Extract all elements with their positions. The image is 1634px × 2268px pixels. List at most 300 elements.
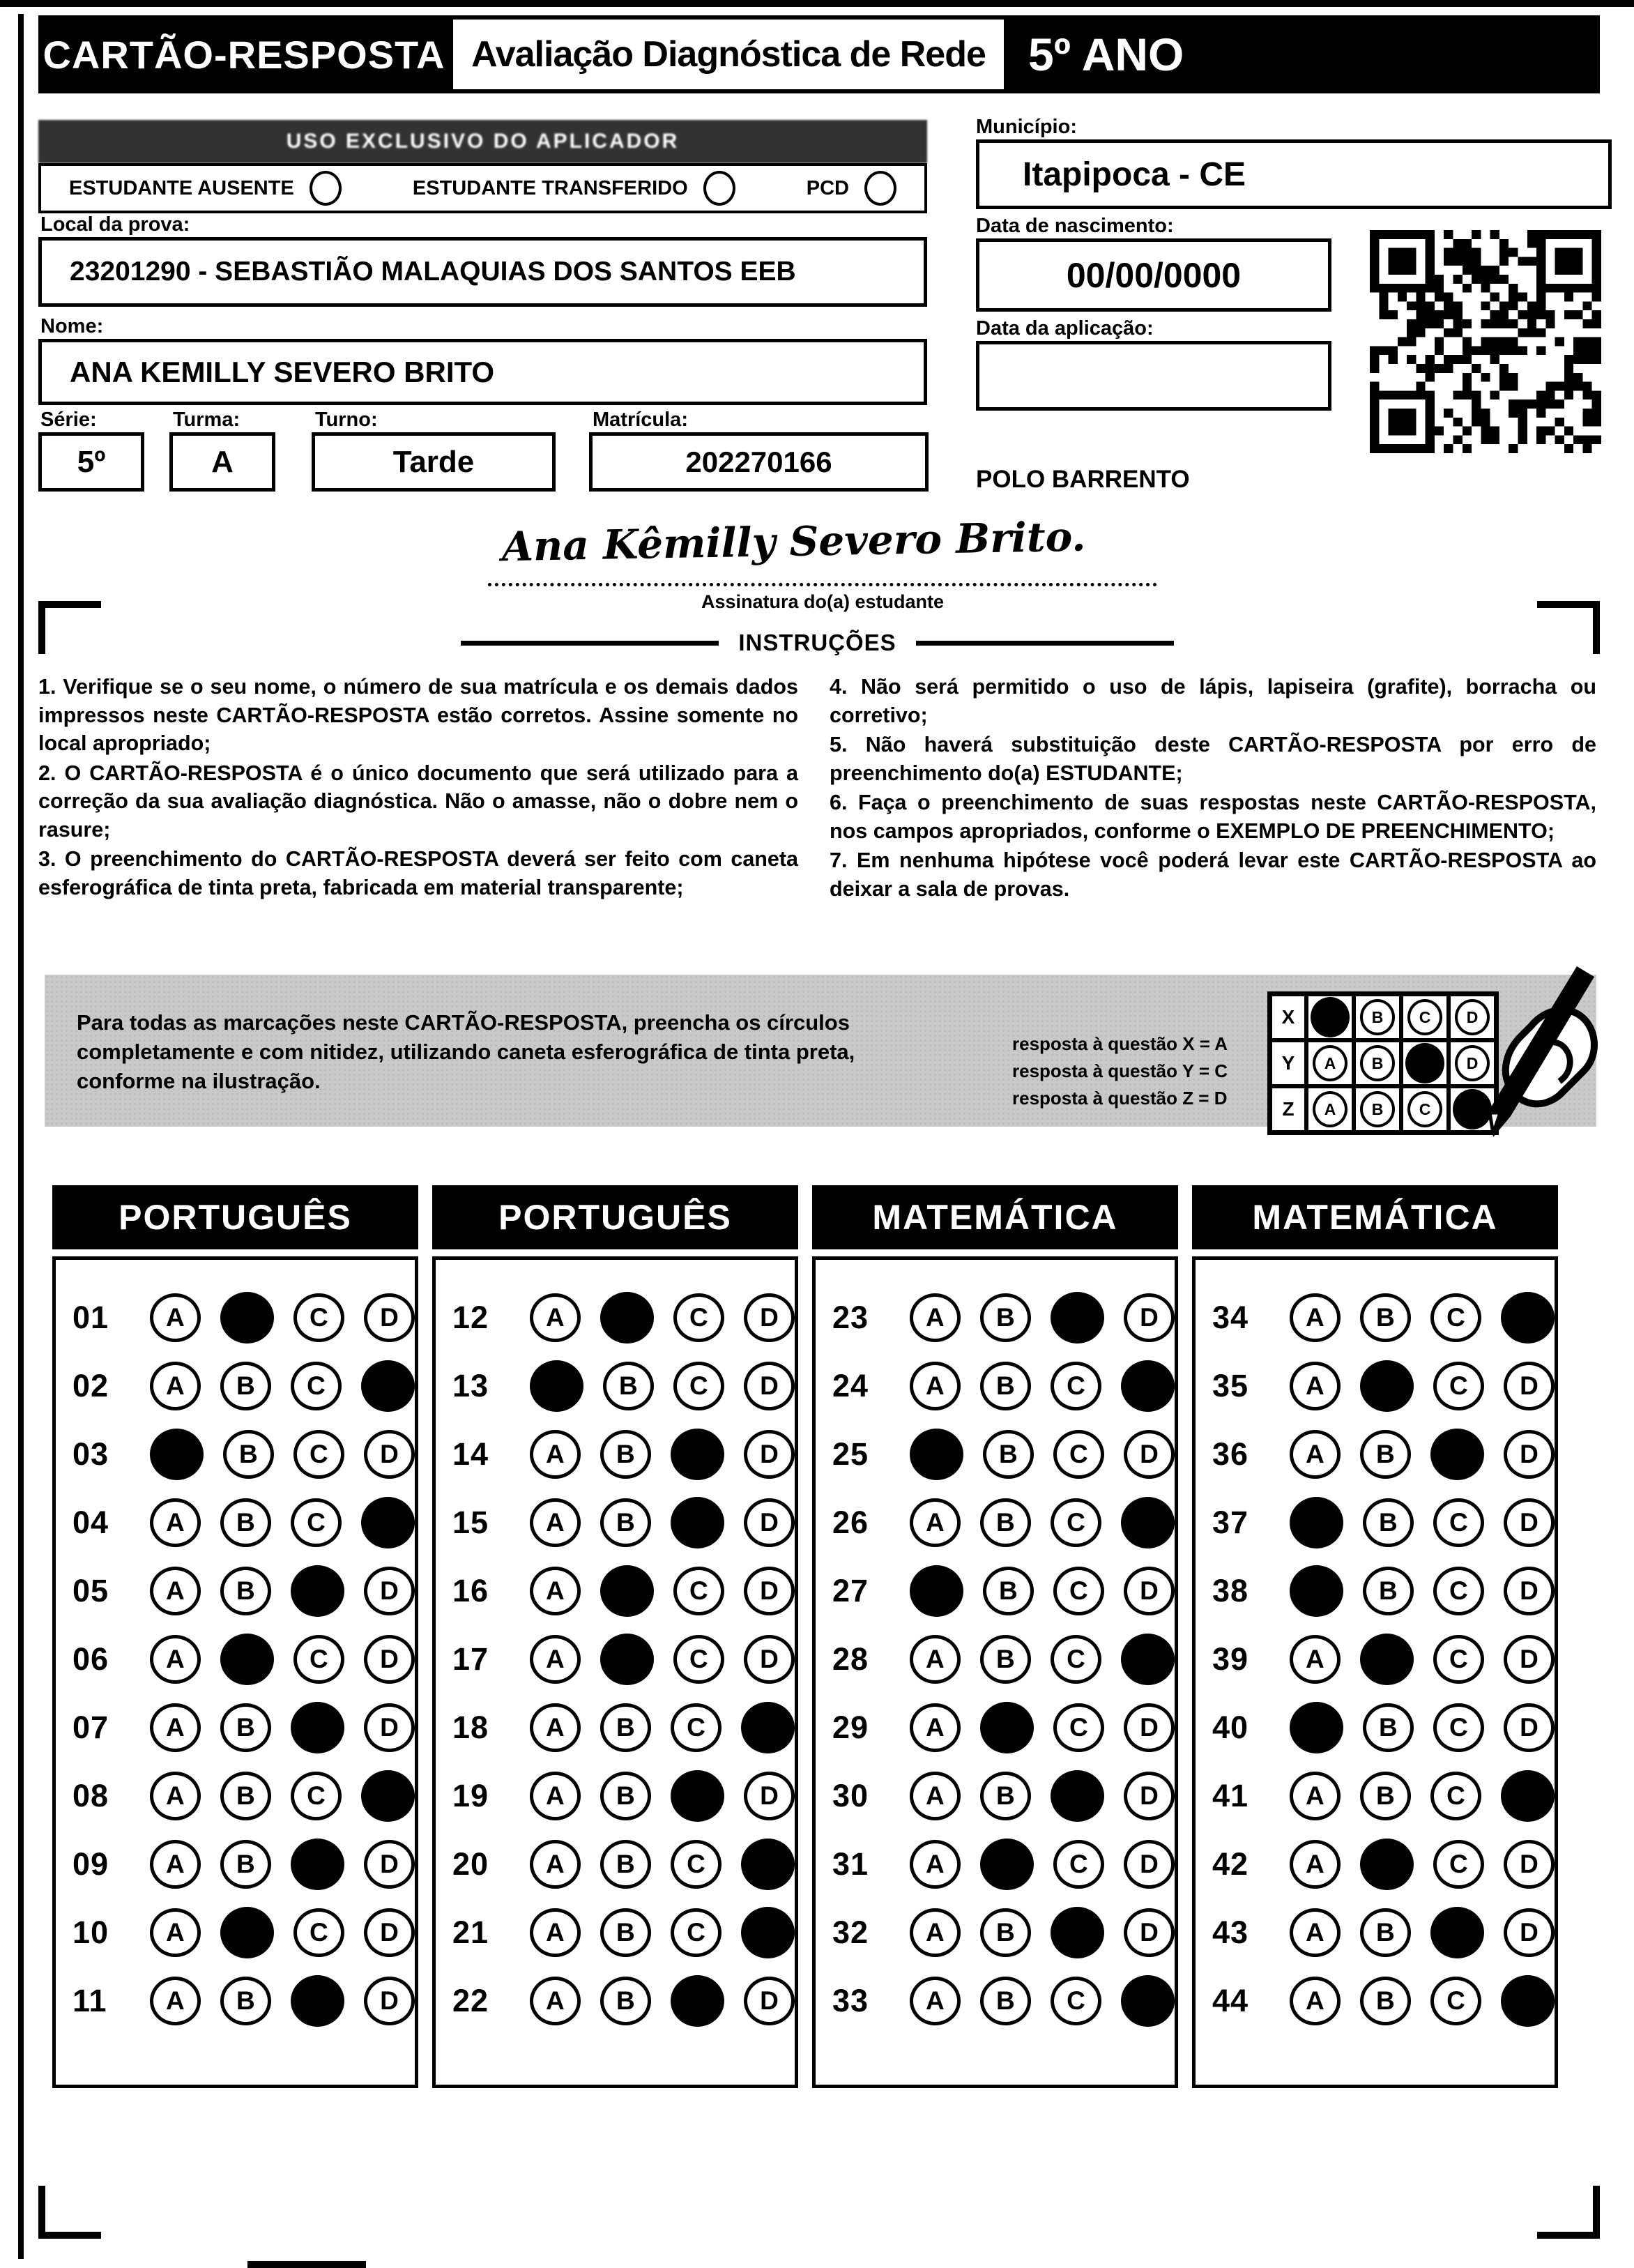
- answer-bubble-filled[interactable]: [1430, 1429, 1484, 1480]
- example-bubble: D: [1455, 1045, 1490, 1081]
- answer-bubble[interactable]: A: [150, 1977, 201, 2025]
- answer-bubble[interactable]: D: [744, 1430, 795, 1479]
- question-number: 39: [1212, 1641, 1249, 1677]
- question-number: 05: [72, 1573, 109, 1608]
- instructions-right-column: [830, 673, 1596, 905]
- answer-bubble[interactable]: C: [1430, 1772, 1481, 1820]
- answer-bubble[interactable]: A: [910, 1703, 961, 1752]
- answer-bubble[interactable]: D: [364, 1977, 415, 2025]
- municipio-field: [976, 139, 1612, 209]
- answer-bubble[interactable]: B: [220, 1362, 271, 1410]
- answer-row: [816, 1420, 1175, 1489]
- answer-row: [1196, 1694, 1555, 1762]
- question-number: 15: [452, 1505, 489, 1540]
- example-cell: [1306, 1040, 1354, 1086]
- answer-bubble[interactable]: D: [744, 1772, 795, 1820]
- example-cell: [1354, 1040, 1401, 1086]
- answer-bubble[interactable]: A: [530, 1908, 581, 1957]
- example-caption: resposta à questão X = A: [1012, 1033, 1228, 1054]
- signature-line[interactable]: [488, 583, 1157, 586]
- answer-bubble-filled[interactable]: [220, 1634, 274, 1685]
- answer-bubble[interactable]: A: [910, 1840, 961, 1889]
- answer-row: [816, 1489, 1175, 1557]
- answer-bubble-filled[interactable]: [1360, 1360, 1414, 1412]
- question-number: 41: [1212, 1778, 1249, 1813]
- example-row-label: Y: [1270, 1040, 1306, 1086]
- answer-bubble-filled[interactable]: [291, 1975, 344, 2027]
- answer-bubble[interactable]: C: [1051, 1362, 1101, 1410]
- answer-bubble[interactable]: C: [1053, 1567, 1104, 1615]
- answer-bubble[interactable]: A: [1290, 1977, 1341, 2025]
- answer-bubble-filled[interactable]: [291, 1839, 344, 1890]
- answer-bubble-filled[interactable]: [220, 1292, 274, 1344]
- heading-rule-right: [916, 641, 1174, 646]
- answer-row: [1196, 1898, 1555, 1967]
- answer-bubble[interactable]: B: [980, 1362, 1031, 1410]
- answer-bubble[interactable]: D: [744, 1635, 795, 1684]
- answer-bubble-filled[interactable]: [361, 1360, 415, 1412]
- answer-grid-box: [52, 1256, 418, 2088]
- answer-row: [56, 1625, 415, 1694]
- answer-bubble-filled[interactable]: [1121, 1975, 1175, 2027]
- page-left-edge: [18, 14, 24, 2259]
- answer-bubble[interactable]: B: [1363, 1498, 1414, 1547]
- question-number: 12: [452, 1300, 489, 1335]
- answer-bubble-filled[interactable]: [741, 1839, 795, 1890]
- answer-bubble-filled[interactable]: [910, 1565, 963, 1617]
- answer-bubble[interactable]: C: [1433, 1498, 1484, 1547]
- answer-bubble[interactable]: C: [1430, 1977, 1481, 2025]
- answer-bubble-filled[interactable]: [1501, 1292, 1555, 1344]
- answer-bubble[interactable]: B: [980, 1498, 1031, 1547]
- example-cell: [1306, 994, 1354, 1040]
- question-number: 04: [72, 1505, 109, 1540]
- qr-code: [1370, 230, 1601, 453]
- question-number: 21: [452, 1915, 489, 1950]
- answer-bubble-filled[interactable]: [1501, 1975, 1555, 2027]
- question-number: 23: [832, 1300, 869, 1335]
- answer-bubble[interactable]: B: [600, 1498, 651, 1547]
- answer-bubble-filled[interactable]: [150, 1429, 204, 1480]
- serie-value: 5º: [77, 444, 106, 479]
- answer-bubble-filled[interactable]: [1360, 1839, 1414, 1890]
- answer-bubble-filled[interactable]: [671, 1770, 724, 1822]
- answer-bubble[interactable]: A: [530, 1430, 581, 1479]
- answer-row: [816, 1967, 1175, 2035]
- answer-bubble-filled[interactable]: [600, 1565, 654, 1617]
- answer-bubble-filled[interactable]: [1430, 1907, 1484, 1958]
- answer-bubble-filled[interactable]: [980, 1839, 1034, 1890]
- answer-bubble-filled[interactable]: [1290, 1702, 1343, 1753]
- answer-bubble[interactable]: C: [1433, 1635, 1484, 1684]
- status-label: ESTUDANTE AUSENTE: [69, 176, 294, 199]
- question-number: 01: [72, 1300, 109, 1335]
- answer-bubble[interactable]: A: [150, 1567, 201, 1615]
- answer-bubble[interactable]: A: [530, 1977, 581, 2025]
- answer-bubble[interactable]: C: [1433, 1840, 1484, 1889]
- answer-bubble[interactable]: C: [673, 1567, 724, 1615]
- status-label: PCD: [806, 176, 849, 199]
- answer-bubble[interactable]: C: [293, 1430, 344, 1479]
- turma-label: Turma:: [173, 409, 240, 431]
- answer-bubble[interactable]: D: [1124, 1430, 1175, 1479]
- answer-bubble-filled[interactable]: [361, 1497, 415, 1548]
- answer-row: [56, 1830, 415, 1898]
- answer-row: [816, 1625, 1175, 1694]
- question-number: 14: [452, 1436, 489, 1472]
- answer-bubble-filled[interactable]: [530, 1360, 583, 1412]
- matricula-value: 202270166: [685, 445, 832, 478]
- answer-row: [816, 1557, 1175, 1625]
- ausente-bubble[interactable]: [310, 171, 342, 206]
- answer-bubble[interactable]: C: [1433, 1567, 1484, 1615]
- answer-row: [436, 1420, 795, 1489]
- answer-bubble[interactable]: C: [671, 1703, 721, 1752]
- answer-bubble-filled[interactable]: [291, 1565, 344, 1617]
- answer-bubble[interactable]: D: [744, 1362, 795, 1410]
- question-number: 03: [72, 1436, 109, 1472]
- answer-bubble[interactable]: A: [1290, 1840, 1341, 1889]
- answer-bubble[interactable]: D: [1504, 1498, 1555, 1547]
- scan-artifact: [247, 2261, 366, 2268]
- answer-bubble[interactable]: D: [744, 1977, 795, 2025]
- question-number: 02: [72, 1368, 109, 1403]
- answer-bubble[interactable]: D: [744, 1567, 795, 1615]
- question-number: 27: [832, 1573, 869, 1608]
- answer-bubble[interactable]: B: [223, 1430, 274, 1479]
- answer-bubble[interactable]: D: [1504, 1430, 1555, 1479]
- answer-bubble[interactable]: B: [980, 1293, 1031, 1342]
- answer-bubble-filled[interactable]: [600, 1634, 654, 1685]
- answer-row: [436, 1762, 795, 1830]
- answer-bubble-filled[interactable]: [361, 1770, 415, 1822]
- question-number: 35: [1212, 1368, 1249, 1403]
- answer-bubble[interactable]: B: [600, 1977, 651, 2025]
- answer-bubble[interactable]: D: [364, 1908, 415, 1957]
- question-number: 37: [1212, 1505, 1249, 1540]
- answer-row: [436, 1694, 795, 1762]
- answer-row: [816, 1694, 1175, 1762]
- answer-bubble[interactable]: A: [530, 1567, 581, 1615]
- answer-bubble-filled[interactable]: [1121, 1497, 1175, 1548]
- answer-bubble[interactable]: D: [744, 1293, 795, 1342]
- answer-bubble[interactable]: B: [1360, 1977, 1411, 2025]
- status-option-ausente: [69, 171, 342, 206]
- answer-bubble[interactable]: C: [293, 1293, 344, 1342]
- answer-bubble-filled[interactable]: [741, 1907, 795, 1958]
- answer-bubble[interactable]: A: [910, 1293, 961, 1342]
- answer-bubble[interactable]: B: [1363, 1567, 1414, 1615]
- section-header: PORTUGUÊS: [432, 1185, 798, 1249]
- answer-bubble-filled[interactable]: [671, 1429, 724, 1480]
- question-number: 43: [1212, 1915, 1249, 1950]
- municipio-label: Município:: [976, 116, 1077, 138]
- nome-field: [38, 339, 927, 405]
- status-options-box: [38, 163, 927, 213]
- answer-bubble[interactable]: D: [1504, 1635, 1555, 1684]
- answer-bubble[interactable]: D: [1504, 1908, 1555, 1957]
- answer-bubble-filled[interactable]: [600, 1292, 654, 1344]
- answer-bubble[interactable]: A: [150, 1362, 201, 1410]
- instruction-item: 7. Em nenhuma hipótese você poderá levar este CARTÃO-RESPOSTA ao deixar a sala de provas.: [830, 848, 1596, 901]
- answer-bubble-filled[interactable]: [1121, 1634, 1175, 1685]
- answer-bubble-filled[interactable]: [980, 1702, 1034, 1753]
- answer-row: [56, 1967, 415, 2035]
- student-signature: Ana Kêmilly Severo Brito.: [501, 512, 1086, 571]
- answer-bubble-filled[interactable]: [910, 1429, 963, 1480]
- question-number: 40: [1212, 1710, 1249, 1745]
- turno-value: Tarde: [392, 444, 475, 479]
- answer-row: [1196, 1352, 1555, 1420]
- question-number: 25: [832, 1436, 869, 1472]
- answer-bubble[interactable]: C: [1051, 1498, 1101, 1547]
- answer-bubble[interactable]: C: [1053, 1703, 1104, 1752]
- answer-row: [436, 1284, 795, 1352]
- answer-bubble[interactable]: B: [220, 1498, 271, 1547]
- pcd-bubble[interactable]: [864, 171, 896, 206]
- answer-bubble-filled[interactable]: [1290, 1497, 1343, 1548]
- answer-bubble[interactable]: D: [1504, 1840, 1555, 1889]
- question-number: 32: [832, 1915, 869, 1950]
- answer-bubble[interactable]: D: [1124, 1840, 1175, 1889]
- answer-bubble[interactable]: C: [671, 1840, 721, 1889]
- answer-bubble[interactable]: A: [150, 1635, 201, 1684]
- answer-bubble[interactable]: D: [1504, 1567, 1555, 1615]
- answer-bubble[interactable]: B: [1360, 1430, 1411, 1479]
- example-caption: resposta à questão Z = D: [1012, 1088, 1228, 1109]
- answer-bubble[interactable]: C: [673, 1293, 724, 1342]
- polo-label: POLO BARRENTO: [976, 466, 1190, 493]
- answer-row: [56, 1694, 415, 1762]
- answer-row: [436, 1557, 795, 1625]
- answer-bubble[interactable]: C: [1053, 1840, 1104, 1889]
- answer-bubble[interactable]: C: [1051, 1635, 1101, 1684]
- answer-bubble[interactable]: A: [150, 1703, 201, 1752]
- answer-bubble[interactable]: D: [364, 1703, 415, 1752]
- answer-bubble-filled[interactable]: [671, 1975, 724, 2027]
- hand-with-pen-illustration: [1430, 966, 1605, 1141]
- answer-row: [1196, 1284, 1555, 1352]
- answer-bubble[interactable]: B: [220, 1977, 271, 2025]
- answer-bubble[interactable]: B: [220, 1703, 271, 1752]
- answer-row: [436, 1625, 795, 1694]
- question-number: 10: [72, 1915, 109, 1950]
- answer-row: [1196, 1420, 1555, 1489]
- data-nascimento-field: [976, 238, 1331, 312]
- answer-bubble[interactable]: C: [291, 1498, 342, 1547]
- answer-bubble[interactable]: A: [530, 1498, 581, 1547]
- answer-row: [1196, 1967, 1555, 2035]
- answer-bubble[interactable]: B: [600, 1772, 651, 1820]
- answer-column: [432, 1185, 798, 2088]
- answer-bubble[interactable]: A: [910, 1362, 961, 1410]
- question-number: 24: [832, 1368, 869, 1403]
- answer-bubble[interactable]: B: [600, 1908, 651, 1957]
- answer-bubble-filled[interactable]: [1051, 1292, 1104, 1344]
- answer-bubble-filled[interactable]: [1290, 1565, 1343, 1617]
- answer-bubble[interactable]: C: [1433, 1703, 1484, 1752]
- answer-bubble[interactable]: C: [1433, 1362, 1484, 1410]
- answer-row: [56, 1352, 415, 1420]
- answer-bubble[interactable]: A: [910, 1908, 961, 1957]
- turno-field: [312, 432, 556, 492]
- question-number: 28: [832, 1641, 869, 1677]
- answer-bubble[interactable]: A: [150, 1908, 201, 1957]
- answer-bubble[interactable]: C: [293, 1635, 344, 1684]
- answer-bubble[interactable]: B: [603, 1362, 654, 1410]
- example-bubble-filled: [1311, 997, 1350, 1037]
- answer-grid-box: [812, 1256, 1178, 2088]
- answer-bubble[interactable]: A: [910, 1772, 961, 1820]
- answer-bubble[interactable]: B: [980, 1635, 1031, 1684]
- answer-bubble[interactable]: D: [364, 1293, 415, 1342]
- data-nascimento-label: Data de nascimento:: [976, 215, 1174, 237]
- example-bubble: C: [1407, 999, 1442, 1035]
- answer-bubble[interactable]: B: [1360, 1772, 1411, 1820]
- answer-bubble[interactable]: A: [530, 1635, 581, 1684]
- answer-bubble[interactable]: C: [673, 1362, 724, 1410]
- answer-bubble[interactable]: D: [364, 1840, 415, 1889]
- question-number: 30: [832, 1778, 869, 1813]
- status-option-transferido: [413, 171, 735, 206]
- answer-bubble[interactable]: B: [1363, 1703, 1414, 1752]
- answer-row: [56, 1420, 415, 1489]
- answer-bubble[interactable]: A: [530, 1772, 581, 1820]
- answer-bubble[interactable]: C: [291, 1362, 342, 1410]
- answer-bubble-filled[interactable]: [1501, 1770, 1555, 1822]
- transferido-bubble[interactable]: [703, 171, 735, 206]
- answer-bubble[interactable]: D: [1124, 1293, 1175, 1342]
- answer-bubble-filled[interactable]: [1360, 1634, 1414, 1685]
- question-number: 26: [832, 1505, 869, 1540]
- answer-bubble[interactable]: B: [980, 1772, 1031, 1820]
- answer-bubble[interactable]: A: [910, 1498, 961, 1547]
- example-caption: resposta à questão Y = C: [1012, 1060, 1228, 1081]
- answer-bubble[interactable]: B: [980, 1908, 1031, 1957]
- answer-bubble[interactable]: C: [673, 1635, 724, 1684]
- instructions-title: INSTRUÇÕES: [738, 630, 896, 655]
- answer-bubble[interactable]: C: [293, 1908, 344, 1957]
- answer-bubble-filled[interactable]: [1121, 1360, 1175, 1412]
- answer-bubble[interactable]: A: [1290, 1635, 1341, 1684]
- answer-bubble[interactable]: D: [1124, 1772, 1175, 1820]
- answer-bubble[interactable]: B: [600, 1840, 651, 1889]
- heading-rule-left: [461, 641, 719, 646]
- answer-bubble[interactable]: B: [600, 1703, 651, 1752]
- answer-bubble[interactable]: A: [150, 1772, 201, 1820]
- example-captions: [1012, 1030, 1256, 1112]
- answer-bubble[interactable]: A: [1290, 1772, 1341, 1820]
- answer-bubble[interactable]: B: [983, 1430, 1034, 1479]
- answer-row: [436, 1489, 795, 1557]
- answer-bubble[interactable]: D: [744, 1498, 795, 1547]
- instruction-item: 2. O CARTÃO-RESPOSTA é o único documento que será utilizado para a correção da sua avaliação diagnóstica. Não o amasse, não o dobre nem o rasure;: [38, 761, 798, 842]
- example-bubble: C: [1407, 1091, 1442, 1127]
- question-number: 08: [72, 1778, 109, 1813]
- answer-column: [812, 1185, 1178, 2088]
- answer-row: [1196, 1489, 1555, 1557]
- answer-grid-box: [1192, 1256, 1558, 2088]
- question-number: 29: [832, 1710, 869, 1745]
- answer-bubble[interactable]: B: [220, 1840, 271, 1889]
- crop-mark-bottom-left: [38, 2186, 101, 2239]
- answer-bubble-filled[interactable]: [220, 1907, 274, 1958]
- answer-bubble[interactable]: C: [1051, 1977, 1101, 2025]
- answer-column: [52, 1185, 418, 2088]
- answer-bubble-filled[interactable]: [1051, 1770, 1104, 1822]
- answer-bubble[interactable]: D: [364, 1635, 415, 1684]
- answer-bubble[interactable]: D: [1124, 1703, 1175, 1752]
- answer-bubble[interactable]: C: [1430, 1293, 1481, 1342]
- answer-bubble[interactable]: A: [1290, 1430, 1341, 1479]
- instructions-left-column: [38, 673, 798, 904]
- local-prova-label: Local da prova:: [40, 213, 190, 236]
- answer-bubble[interactable]: A: [1290, 1362, 1341, 1410]
- answer-bubble-filled[interactable]: [1051, 1907, 1104, 1958]
- answer-bubble[interactable]: D: [1124, 1908, 1175, 1957]
- answer-bubble[interactable]: A: [910, 1977, 961, 2025]
- status-option-pcd: [807, 171, 896, 206]
- answer-bubble[interactable]: D: [364, 1430, 415, 1479]
- answer-row: [816, 1284, 1175, 1352]
- instructions-heading: [38, 630, 1596, 656]
- answer-bubble[interactable]: D: [1504, 1703, 1555, 1752]
- answer-bubble[interactable]: A: [1290, 1908, 1341, 1957]
- answer-row: [1196, 1625, 1555, 1694]
- answer-bubble[interactable]: A: [150, 1498, 201, 1547]
- answer-bubble-filled[interactable]: [291, 1702, 344, 1753]
- answer-bubble[interactable]: B: [220, 1772, 271, 1820]
- answer-bubble[interactable]: B: [983, 1567, 1034, 1615]
- answer-bubble[interactable]: A: [910, 1635, 961, 1684]
- answer-bubble[interactable]: A: [1290, 1293, 1341, 1342]
- example-row-label: Z: [1270, 1086, 1306, 1132]
- answer-row: [56, 1557, 415, 1625]
- marking-note: Para todas as marcações neste CARTÃO-RESPOSTA, preencha os círculos completamente e com nitidez, utilizando caneta esferográfica de tinta preta, conforme na ilustração.: [77, 1010, 855, 1093]
- answer-bubble[interactable]: D: [1504, 1362, 1555, 1410]
- question-number: 33: [832, 1983, 869, 2018]
- signature-caption: Assinatura do(a) estudante: [701, 591, 945, 612]
- answer-row: [436, 1352, 795, 1420]
- answer-bubble[interactable]: A: [150, 1840, 201, 1889]
- answer-bubble[interactable]: D: [364, 1567, 415, 1615]
- answer-bubble[interactable]: B: [1360, 1293, 1411, 1342]
- answer-bubble-filled[interactable]: [741, 1702, 795, 1753]
- answer-bubble[interactable]: A: [150, 1293, 201, 1342]
- aplicador-bar-label: USO EXCLUSIVO DO APLICADOR: [38, 120, 927, 163]
- answer-bubble[interactable]: A: [530, 1293, 581, 1342]
- answer-bubble[interactable]: C: [1053, 1430, 1104, 1479]
- answer-bubble[interactable]: D: [1124, 1567, 1175, 1615]
- answer-bubble[interactable]: B: [980, 1977, 1031, 2025]
- answer-bubble[interactable]: B: [600, 1430, 651, 1479]
- answer-bubble[interactable]: A: [530, 1840, 581, 1889]
- answer-bubble[interactable]: C: [671, 1908, 721, 1957]
- data-aplicacao-label: Data da aplicação:: [976, 317, 1154, 340]
- answer-row: [1196, 1557, 1555, 1625]
- instruction-item: 3. O preenchimento do CARTÃO-RESPOSTA deverá ser feito com caneta esferográfica de tinta preta, fabricada em material transparente;: [38, 847, 798, 899]
- instruction-item: 6. Faça o preenchimento de suas respostas neste CARTÃO-RESPOSTA, nos campos apropriados, conforme o EXEMPLO DE PREENCHIMENTO;: [830, 791, 1596, 843]
- answer-bubble[interactable]: A: [530, 1703, 581, 1752]
- question-number: 06: [72, 1641, 109, 1677]
- example-bubble: D: [1455, 999, 1490, 1035]
- answer-bubble[interactable]: B: [1360, 1908, 1411, 1957]
- answer-bubble[interactable]: C: [291, 1772, 342, 1820]
- grade-label: 5º ANO: [1028, 29, 1184, 80]
- question-number: 09: [72, 1846, 109, 1882]
- answer-bubble-filled[interactable]: [671, 1497, 724, 1548]
- answer-bubble[interactable]: B: [220, 1567, 271, 1615]
